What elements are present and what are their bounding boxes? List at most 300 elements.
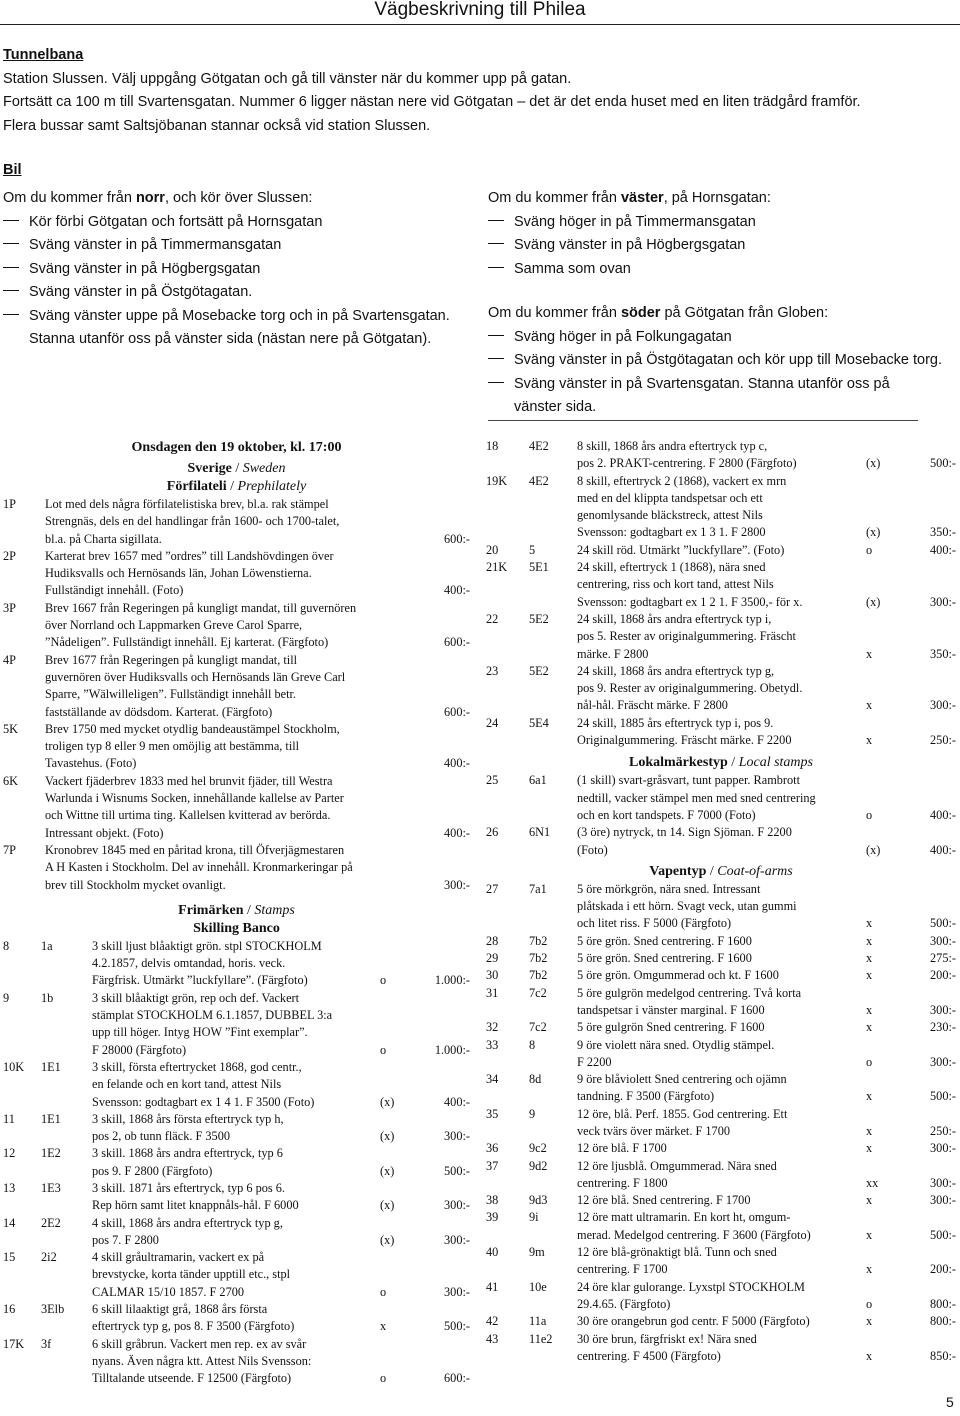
bil-heading-text: Bil [3, 162, 22, 178]
lot-line-text: bl.a. på Charta sigillata. [45, 531, 162, 546]
lot-line [577, 1209, 956, 1226]
condition-grade [866, 1037, 906, 1054]
lot-line-text: eftertryck typ g, pos 8. F 3500 (Färgfoto) [92, 1319, 295, 1334]
direction-step [488, 211, 771, 235]
lot-line-text: genomlysande bläckstreck, attest Nils [577, 508, 763, 523]
condition-grade [380, 634, 420, 651]
lot-line [45, 755, 470, 772]
tunnelbana-heading: Tunnelbana [3, 47, 84, 63]
catalog-number: 5E4 [529, 715, 549, 730]
dash-bullet [488, 358, 504, 359]
lot-number: 31 [486, 985, 499, 1000]
lot-line-text: brev till Stockholm mycket ovanligt. [45, 877, 226, 892]
lot-line [577, 438, 956, 455]
lot-number: 5K [3, 721, 19, 736]
lot-number: 22 [486, 611, 499, 626]
lot-description [577, 1279, 956, 1314]
lot-item [486, 663, 956, 715]
lot-item [3, 1111, 470, 1146]
skilling-lots [3, 938, 470, 1388]
lot-line [45, 877, 470, 894]
condition-grade: x [866, 1020, 873, 1035]
lot-description [577, 1140, 956, 1157]
lot-price [420, 1266, 470, 1283]
lot-price: 500:- [444, 1163, 470, 1178]
condition-grade: (x) [866, 456, 881, 471]
condition-grade: x [866, 951, 873, 966]
lot-line-text: centrering. F 1700 [577, 1262, 668, 1277]
lot-price: 600:- [444, 531, 470, 546]
condition-grade: o [866, 807, 873, 822]
lot-item [3, 842, 470, 894]
lot-item [486, 950, 956, 967]
lot-price [420, 938, 470, 955]
lot-description [577, 967, 956, 984]
lot-line [577, 842, 956, 859]
lot-description [577, 1071, 956, 1106]
lot-line-text: 5 öre mörkgrön, nära sned. Intressant [577, 881, 761, 896]
lot-line-text: märke. F 2800 [577, 646, 649, 661]
lot-line-text: tandspetsar i vänster marginal. F 1600 [577, 1002, 765, 1017]
section-sverige: Sverige / Sweden [187, 461, 286, 476]
lot-item [486, 438, 956, 473]
lot-price [420, 1007, 470, 1024]
condition-grade: (x) [866, 842, 881, 857]
dash-bullet [3, 267, 19, 268]
lot-description [577, 1331, 956, 1366]
condition-grade [380, 1145, 420, 1162]
lot-line-text: 29.4.65. (Färgfoto) [577, 1296, 671, 1311]
lot-price [906, 1106, 956, 1123]
catalog-number: 11a [529, 1314, 547, 1329]
lot-number: 3P [3, 600, 16, 615]
lot-number: 35 [486, 1106, 499, 1121]
lot-description [92, 1059, 470, 1111]
lot-line-text: Brev 1667 från Regeringen på kungligt mandat, till guvernören [45, 600, 357, 615]
condition-grade [380, 496, 420, 513]
lot-price [420, 1301, 470, 1318]
lot-line-text: 24 skill röd. Utmärkt ”luckfyllare”. (Foto) [577, 542, 785, 557]
lot-line [577, 576, 956, 593]
condition-grade: x [866, 1348, 873, 1363]
lot-price [420, 859, 470, 876]
lot-line [577, 697, 956, 714]
lot-line [577, 1140, 956, 1157]
catalog-number: 7b2 [529, 968, 548, 983]
lot-description [45, 600, 470, 652]
dash-bullet [3, 220, 19, 221]
lot-line-text: stämplat STOCKHOLM 6.1.1857, DUBBEL 3:a [92, 1008, 333, 1023]
lot-line [45, 513, 470, 530]
lot-line [92, 1094, 470, 1111]
lot-number: 4P [3, 652, 16, 667]
lot-line [45, 652, 470, 669]
direction-step-text: Samma som ovan [514, 260, 631, 277]
lot-line-text: fastställande av dödsdom. Karterat. (Färgfoto) [45, 704, 273, 719]
catalog-number: 9d3 [529, 1193, 548, 1208]
lot-line [92, 938, 470, 955]
lot-line [92, 1370, 470, 1387]
lot-description [577, 1158, 956, 1193]
condition-grade [380, 513, 420, 530]
condition-grade [866, 985, 906, 1002]
section-vapen: Vapentyp / Coat-of-arms [649, 863, 793, 879]
lot-price [420, 617, 470, 634]
lot-price: 400:- [444, 583, 470, 598]
catalog-number: 4E2 [529, 439, 549, 453]
condition-grade [380, 842, 420, 859]
condition-grade [380, 600, 420, 617]
lot-price [420, 686, 470, 703]
dash-bullet [488, 243, 504, 244]
lot-line-text: 12 öre ljusblå. Omgummerad. Nära sned [577, 1158, 777, 1173]
catalog-left-column [3, 436, 470, 1388]
condition-grade [866, 1331, 906, 1348]
lot-line [577, 1175, 956, 1192]
condition-grade [380, 955, 420, 972]
lot-item [3, 721, 470, 773]
condition-grade [380, 1249, 420, 1266]
condition-grade [380, 565, 420, 582]
lot-number: 23 [486, 663, 499, 678]
direction-step-text: Sväng vänster in på Östgötagatan och kör upp till Mosebacke torg. [514, 352, 942, 368]
direction-step-text: Stanna utanför oss på vänster sida (nästan nere på Götgatan). [29, 331, 432, 347]
heading-en: Stamps [254, 902, 295, 918]
lot-line-text: 5 öre grön. Omgummerad och kt. F 1600 [577, 968, 779, 983]
lot-item [3, 1249, 470, 1301]
catalog-number: 7a1 [529, 881, 547, 896]
condition-grade [866, 1106, 906, 1123]
skilling-lots-continued [486, 438, 956, 749]
lot-line-text: upp till höger. Intyg HOW ”Fint exemplar”. [92, 1025, 308, 1040]
condition-grade [866, 473, 906, 490]
lot-price [420, 1111, 470, 1128]
lot-line-text: 5 öre grön. Sned centrering. F 1600 [577, 951, 752, 966]
condition-grade [380, 859, 420, 876]
catalog-number: 5E1 [529, 560, 549, 575]
lot-line-text: 24 öre klar gulorange. Lyxstpl STOCKHOLM [577, 1279, 805, 1294]
lot-line-text: (1 skill) svart-gråsvart, tunt papper. Rambrott [577, 773, 801, 788]
lot-number: 43 [486, 1331, 499, 1346]
lot-line-text: Lot med dels några förfilatelistiska brev, bl.a. rak stämpel [45, 497, 329, 511]
catalog-number: 5 [529, 542, 536, 557]
lot-line-text: Kronobrev 1845 med en påritad krona, till Öfverjägmestaren [45, 842, 345, 857]
bil-heading [3, 159, 22, 183]
lot-line-text: Brev 1677 från Regeringen på kungligt mandat, till [45, 652, 298, 667]
lot-item [3, 1336, 470, 1388]
lot-number: 41 [486, 1279, 499, 1294]
lot-line [577, 1037, 956, 1054]
lot-item [486, 881, 956, 933]
lot-line [45, 825, 470, 842]
lot-line [92, 1007, 470, 1024]
condition-grade [380, 1353, 420, 1370]
lot-price [906, 507, 956, 524]
lot-price [906, 1158, 956, 1175]
lot-number: 29 [486, 951, 499, 966]
heading-sv: Lokalmärkestyp [629, 755, 728, 771]
lot-description [45, 496, 470, 548]
catalog-number: 4E2 [529, 473, 549, 488]
intro-text: , och kör över Slussen: [164, 190, 313, 206]
lot-price: 300:- [444, 1198, 470, 1213]
condition-grade [380, 1180, 420, 1197]
lot-line-text: pos 5. Rester av originalgummering. Fräscht [577, 629, 796, 644]
condition-grade: x [866, 968, 873, 983]
condition-grade [380, 531, 420, 548]
page-title: Vägbeskrivning till Philea [374, 0, 586, 20]
catalog-number: 2i2 [41, 1250, 57, 1265]
condition-grade [380, 1266, 420, 1283]
lot-item [486, 1313, 956, 1330]
lot-item [486, 772, 956, 824]
condition-grade [866, 507, 906, 524]
lot-number: 2P [3, 548, 16, 563]
lot-line [577, 1054, 956, 1071]
lot-line-text: 9 öre blåviolett Sned centrering och ojämn [577, 1072, 787, 1087]
lot-line [577, 628, 956, 645]
lot-item [486, 559, 956, 611]
condition-grade [380, 721, 420, 738]
lot-line-text: nål-hål. Fräscht märke. F 2800 [577, 698, 728, 713]
lot-line [577, 967, 956, 984]
catalog-number: 9c2 [529, 1141, 547, 1156]
catalog-number: 2E2 [41, 1215, 61, 1230]
direction-step [488, 396, 942, 420]
condition-grade [380, 990, 420, 1007]
lot-line [577, 950, 956, 967]
lot-line-text: plåtskada i ett hörn. Svagt veck, utan gummi [577, 899, 797, 914]
condition-grade: x [866, 1123, 873, 1138]
lot-number: 19K [486, 473, 508, 488]
lot-line-text: med en del klippta tandspetsar och ett [577, 490, 763, 505]
lot-line-text: 3 skill ljust blåaktigt grön. stpl STOCKHOLM [92, 938, 322, 953]
lot-line [577, 611, 956, 628]
lot-number: 20 [486, 542, 499, 557]
lot-line [577, 1019, 956, 1036]
condition-grade: (x) [866, 525, 881, 540]
catalog-right-column [486, 438, 956, 1365]
lot-line-text: centrering, riss och kort tand, attest Nils [577, 577, 774, 592]
lot-price: 300:- [930, 1141, 956, 1156]
lot-price: 1.000:- [434, 1042, 470, 1057]
lot-item [486, 1279, 956, 1314]
lot-line [92, 972, 470, 989]
lot-line [92, 1353, 470, 1370]
lot-line-text: tandning. F 3500 (Färgfoto) [577, 1089, 715, 1104]
lot-description [45, 773, 470, 842]
lot-line [45, 617, 470, 634]
catalog-number: 9i [529, 1210, 539, 1225]
condition-grade: x [866, 933, 873, 948]
lot-price: 1.000:- [434, 973, 470, 988]
lot-line-text: nedtill, vacker stämpel men med sned centrering [577, 790, 816, 805]
condition-grade: o [380, 973, 387, 988]
lot-line [577, 1331, 956, 1348]
lot-line-text: F 28000 (Färgfoto) [92, 1042, 187, 1057]
lot-line [92, 1266, 470, 1283]
tunnelbana-section [3, 44, 861, 138]
lot-item [486, 1140, 956, 1157]
lot-price [906, 663, 956, 680]
section-skilling: Skilling Banco [193, 920, 280, 936]
lot-line [92, 1076, 470, 1093]
lot-line-text: merad. Medelgod centrering. F 3600 (Färgfoto) [577, 1227, 811, 1242]
lot-item [3, 1215, 470, 1250]
condition-grade: x [866, 1193, 873, 1208]
lot-line-text: CALMAR 15/10 1857. F 2700 [92, 1284, 245, 1299]
direction-step [488, 234, 771, 258]
lot-price: 600:- [444, 635, 470, 650]
lot-price [906, 576, 956, 593]
lot-description [577, 1209, 956, 1244]
lot-price: 500:- [444, 1319, 470, 1334]
lot-price [906, 1071, 956, 1088]
lot-line [45, 686, 470, 703]
lot-price: 400:- [930, 542, 956, 557]
lot-line [92, 1111, 470, 1128]
condition-grade: x [866, 698, 873, 713]
lot-item [486, 715, 956, 750]
lot-number: 7P [3, 842, 16, 857]
lot-line [45, 531, 470, 548]
lot-price [906, 1209, 956, 1226]
lot-price [420, 548, 470, 565]
lot-price [906, 898, 956, 915]
heading-en: Local stamps [738, 755, 813, 771]
lot-description [577, 542, 956, 559]
lot-number: 11 [3, 1111, 15, 1126]
lot-description [45, 548, 470, 600]
lot-price [420, 721, 470, 738]
direction-step [3, 234, 450, 258]
lot-line-text: 3 skill, 1868 års första eftertryck typ h, [92, 1111, 284, 1126]
catalog-number: 1a [41, 938, 53, 953]
direction-step-text: Sväng vänster uppe på Mosebacke torg och in på Svartensgatan. [29, 307, 450, 324]
lot-description [577, 473, 956, 542]
lot-description [577, 559, 956, 611]
lot-number: 32 [486, 1020, 499, 1035]
catalog-number: 7c2 [529, 985, 547, 1000]
lot-line [577, 898, 956, 915]
lot-line-text: Tilltalande utseende. F 12500 (Färgfoto) [92, 1371, 292, 1386]
condition-grade: (x) [380, 1163, 395, 1178]
lot-price: 350:- [930, 646, 956, 661]
condition-grade [380, 1024, 420, 1041]
lot-item [486, 967, 956, 984]
lot-line-text: nyans. Även några ktt. Attest Nils Svensson: [92, 1353, 312, 1368]
lot-number: 14 [3, 1215, 16, 1230]
lot-line-text: Strengnäs, dels en del handlingar från 1600- och 1700-talet, [45, 514, 340, 529]
heading-sv: Sverige [187, 461, 232, 476]
condition-grade: x [866, 1141, 873, 1156]
catalog-number: 1b [41, 990, 54, 1005]
lot-number: 30 [486, 968, 499, 983]
lot-line-text: pos 2, ob tunn fläck. F 3500 [92, 1129, 230, 1144]
condition-grade [380, 704, 420, 721]
lot-line [45, 738, 470, 755]
lot-price [420, 600, 470, 617]
lot-line [92, 1249, 470, 1266]
lot-description [92, 990, 470, 1059]
lot-line-text: Svensson: godtagbart ex 1 4 1. F 3500 (Foto) [92, 1094, 315, 1109]
dash-bullet [3, 243, 19, 244]
lot-price [906, 1279, 956, 1296]
section-lokal: Lokalmärkestyp / Local stamps [629, 755, 813, 771]
lot-price [420, 1180, 470, 1197]
lot-item [486, 1158, 956, 1193]
lot-line [45, 773, 470, 790]
condition-grade: x [866, 733, 873, 748]
lot-line [577, 985, 956, 1002]
lot-price [420, 773, 470, 790]
lot-price [906, 985, 956, 1002]
lot-description [577, 611, 956, 663]
lot-line [577, 1227, 956, 1244]
lot-item [3, 1180, 470, 1215]
lot-number: 36 [486, 1141, 499, 1156]
condition-grade: (x) [380, 1232, 395, 1247]
lot-number: 38 [486, 1193, 499, 1208]
lot-item [486, 1071, 956, 1106]
lot-number: 21K [486, 560, 508, 575]
direction-step [3, 281, 450, 305]
intro-text: på Götgatan från Globen: [660, 305, 829, 321]
lot-line-text: 8 skill, eftertryck 2 (1868), vackert ex mrn [577, 473, 787, 488]
lot-line [577, 1348, 956, 1365]
lot-line-text: Warlunda i Wisnums Socken, innehållande kallelse av Parter [45, 791, 344, 806]
lot-price [420, 990, 470, 1007]
lot-price [906, 715, 956, 732]
condition-grade: o [866, 1054, 873, 1069]
lot-item [3, 773, 470, 842]
condition-grade [866, 772, 906, 789]
lot-price: 500:- [930, 916, 956, 931]
lot-line-text: 6 skill gråbrun. Vackert men rep. ex av svår [92, 1336, 307, 1351]
lot-price [906, 473, 956, 490]
lot-line [92, 1318, 470, 1335]
lot-price [906, 881, 956, 898]
lot-price: 800:- [930, 1296, 956, 1311]
lot-line [577, 824, 956, 841]
page-number: 5 [946, 1394, 954, 1410]
lot-item [3, 652, 470, 721]
lot-item [486, 933, 956, 950]
lot-line-text: 3 skill. 1868 års andra eftertryck, typ 6 [92, 1146, 283, 1161]
coat-of-arms-lots [486, 881, 956, 1365]
lot-description [45, 721, 470, 773]
dash-bullet [488, 220, 504, 221]
lot-number: 40 [486, 1245, 499, 1260]
lot-price: 850:- [930, 1348, 956, 1363]
lot-price: 200:- [930, 1262, 956, 1277]
catalog-number: 8 [529, 1037, 536, 1052]
lot-line-text: centrering. F 4500 (Färgfoto) [577, 1348, 721, 1363]
lot-line-text: 4 skill, 1868 års andra eftertryck typ g, [92, 1215, 283, 1230]
condition-grade [380, 652, 420, 669]
lot-line-text: och Wittne till urtima ting. Kallelsen kvitterad av berörda. [45, 808, 331, 823]
lot-item [3, 548, 470, 600]
lot-line-text: 12 öre, blå. Perf. 1855. God centrering. Ett [577, 1106, 788, 1121]
catalog-number: 6N1 [529, 825, 551, 840]
lot-line [92, 1197, 470, 1214]
lot-line-text: (3 öre) nytryck, tn 14. Sign Sjöman. F 2200 [577, 825, 792, 840]
lot-price: 500:- [930, 1227, 956, 1242]
lot-line-text: 30 öre orangebrun god centr. F 5000 (Färgfoto) [577, 1314, 810, 1329]
lot-price: 300:- [444, 1232, 470, 1247]
lot-line [577, 1192, 956, 1209]
lot-price [906, 824, 956, 841]
